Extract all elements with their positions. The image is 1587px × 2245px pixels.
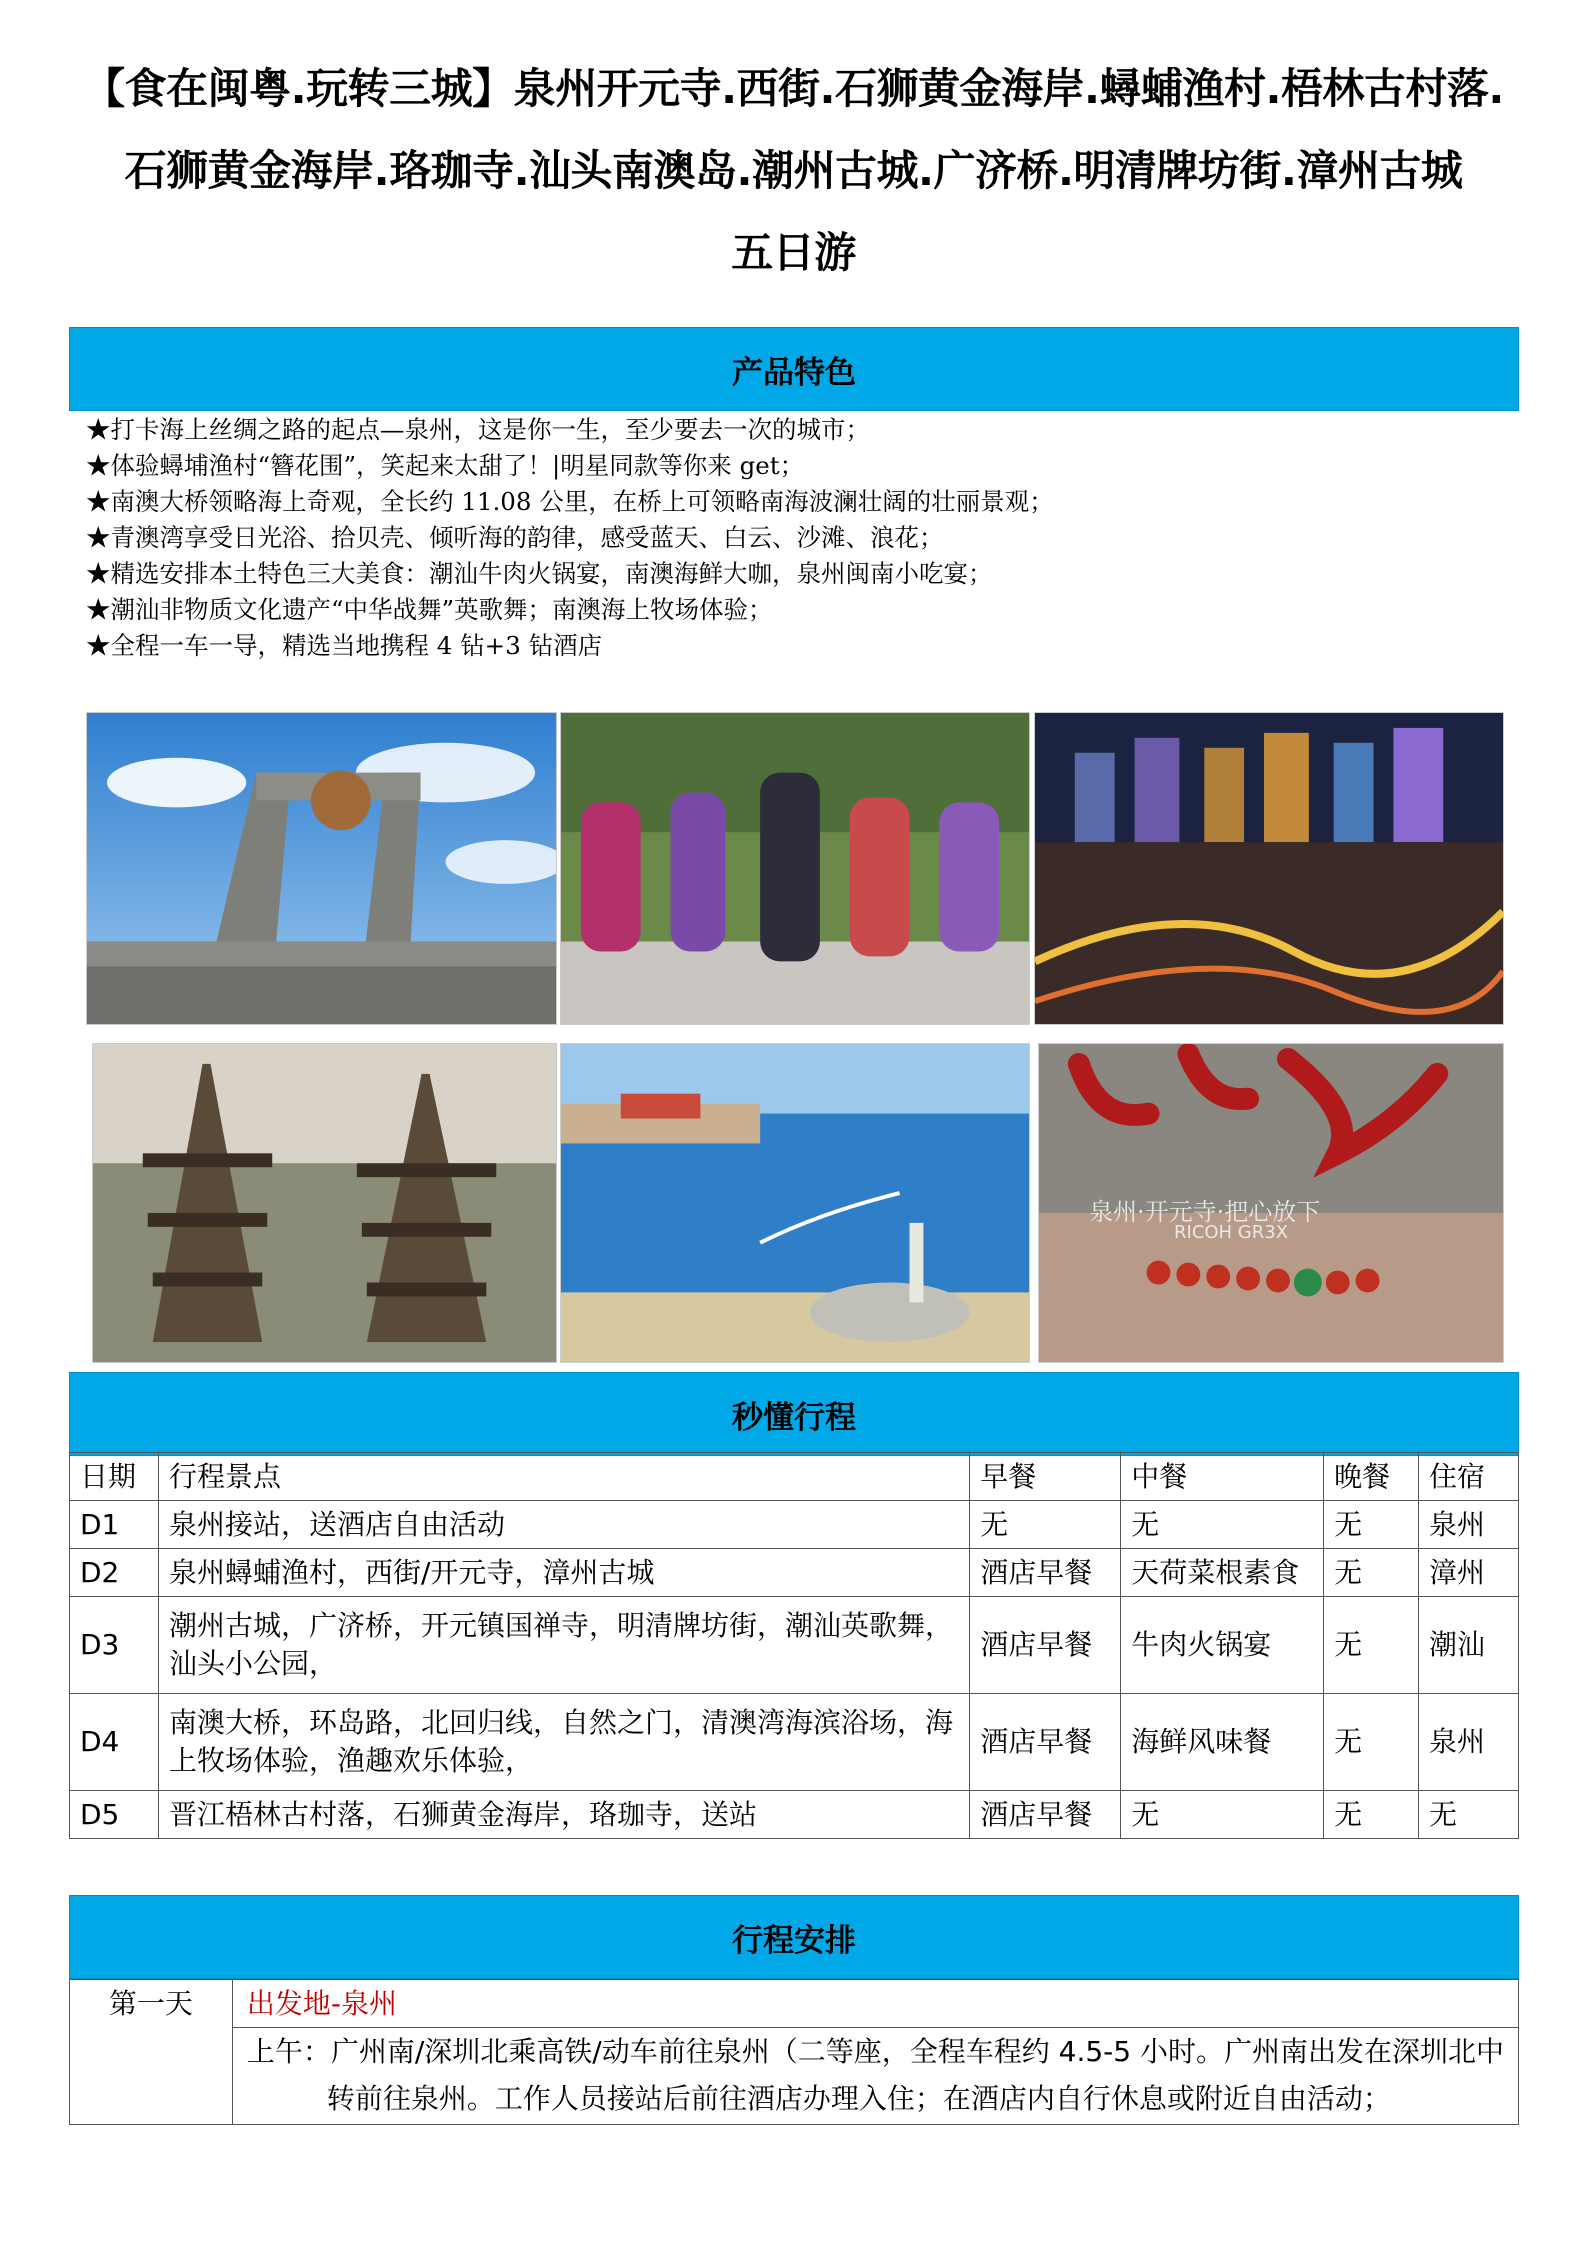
features-header: 产品特色 xyxy=(69,327,1519,411)
title-line-2: 石狮黄金海岸.珞珈寺.汕头南澳岛.潮州古城.广济桥.明清牌坊街.漳州古城 xyxy=(124,146,1463,195)
lodging-cell: 潮汕 xyxy=(1419,1597,1519,1694)
column-header: 中餐 xyxy=(1121,1453,1324,1501)
attractions-cell: 晋江梧林古村落，石狮黄金海岸，珞珈寺，送站 xyxy=(158,1791,969,1839)
column-header: 住宿 xyxy=(1419,1453,1519,1501)
table-header-row xyxy=(70,1453,1519,1501)
features-list xyxy=(86,412,1516,664)
schedule-row xyxy=(70,1980,1519,2028)
photo-caption-camera: RICOH GR3X xyxy=(1174,1222,1289,1243)
breakfast-cell: 无 xyxy=(970,1501,1121,1549)
page-title xyxy=(40,48,1547,294)
title-line-3: 五日游 xyxy=(731,228,856,277)
photo-heart-bracelet xyxy=(1038,1043,1504,1363)
breakfast-cell: 酒店早餐 xyxy=(970,1791,1121,1839)
day-label: 第一天 xyxy=(70,1980,233,2125)
feature-item: ★潮汕非物质文化遗产“中华战舞”英歌舞；南澳海上牧场体验； xyxy=(86,595,773,624)
feature-item: ★青澳湾享受日光浴、拾贝壳、倾听海的韵律，感受蓝天、白云、沙滩、浪花； xyxy=(86,523,944,552)
dinner-cell: 无 xyxy=(1324,1501,1419,1549)
table-row xyxy=(70,1549,1519,1597)
photo-yingge-dance xyxy=(560,712,1030,1025)
lodging-cell: 泉州 xyxy=(1419,1694,1519,1791)
attractions-cell: 南澳大桥，环岛路，北回归线，自然之门，清澳湾海滨浴场，海上牧场体验，渔趣欢乐体验， xyxy=(158,1694,969,1791)
attractions-cell: 泉州接站，送酒店自由活动 xyxy=(158,1501,969,1549)
overview-header: 秒懂行程 xyxy=(69,1372,1519,1456)
feature-item: ★全程一车一导，精选当地携程 4 钻+3 钻酒店 xyxy=(86,631,603,660)
lunch-cell: 海鲜风味餐 xyxy=(1121,1694,1324,1791)
photo-caption: 泉州·开元寺·把心放下 xyxy=(1089,1198,1321,1226)
day-cell: D4 xyxy=(70,1694,159,1791)
table-row xyxy=(70,1694,1519,1791)
day-cell: D2 xyxy=(70,1549,159,1597)
itinerary-table xyxy=(69,1452,1519,1839)
table-row xyxy=(70,1501,1519,1549)
photo-pagodas xyxy=(92,1043,557,1363)
schedule-table xyxy=(69,1979,1519,2125)
morning-description xyxy=(232,2028,1518,2125)
title-line-1: 【食在闽粤.玩转三城】泉州开元寺.西街.石狮黄金海岸.蟳蜅渔村.梧林古村落. xyxy=(83,64,1504,113)
dinner-cell: 无 xyxy=(1324,1694,1419,1791)
lunch-cell: 无 xyxy=(1121,1791,1324,1839)
table-row xyxy=(70,1597,1519,1694)
lunch-cell: 牛肉火锅宴 xyxy=(1121,1597,1324,1694)
photo-island-coast xyxy=(560,1043,1030,1363)
attractions-cell: 泉州蟳蜅渔村，西街/开元寺，漳州古城 xyxy=(158,1549,969,1597)
feature-item: ★精选安排本土特色三大美食：潮汕牛肉火锅宴，南澳海鲜大咖，泉州闽南小吃宴； xyxy=(86,559,993,588)
morning-line: 上午：广州南/深圳北乘高铁/动车前往泉州（二等座，全程车程约 4.5-5 小时。广州南出发在深圳北中 xyxy=(246,2035,1504,2068)
dinner-cell: 无 xyxy=(1324,1791,1419,1839)
day-cell: D3 xyxy=(70,1597,159,1694)
feature-item: ★打卡海上丝绸之路的起点—泉州，这是你一生，至少要去一次的城市； xyxy=(86,415,870,444)
feature-item: ★南澳大桥领略海上奇观，全长约 11.08 公里，在桥上可领略南海波澜壮阔的壮丽景观； xyxy=(86,487,1054,516)
route-title: 出发地-泉州 xyxy=(232,1980,1518,2028)
schedule-header: 行程安排 xyxy=(69,1895,1519,1979)
feature-item: ★体验蟳埔渔村“簪花围”，笑起来太甜了！|明星同款等你来 get； xyxy=(86,451,805,480)
lunch-cell: 天荷菜根素食 xyxy=(1121,1549,1324,1597)
lodging-cell: 泉州 xyxy=(1419,1501,1519,1549)
lodging-cell: 无 xyxy=(1419,1791,1519,1839)
column-header: 早餐 xyxy=(970,1453,1121,1501)
breakfast-cell: 酒店早餐 xyxy=(970,1694,1121,1791)
dinner-cell: 无 xyxy=(1324,1549,1419,1597)
column-header: 日期 xyxy=(70,1453,159,1501)
lunch-cell: 无 xyxy=(1121,1501,1324,1549)
photo-monument xyxy=(86,712,557,1025)
lodging-cell: 漳州 xyxy=(1419,1549,1519,1597)
morning-line: 转前往泉州。工作人员接站后前往酒店办理入住；在酒店内自行休息或附近自由活动； xyxy=(326,2082,1391,2115)
dinner-cell: 无 xyxy=(1324,1597,1419,1694)
schedule-row xyxy=(70,2028,1519,2125)
column-header: 行程景点 xyxy=(158,1453,969,1501)
breakfast-cell: 酒店早餐 xyxy=(970,1549,1121,1597)
day-cell: D1 xyxy=(70,1501,159,1549)
attractions-cell: 潮州古城，广济桥，开元镇国禅寺，明清牌坊街，潮汕英歌舞，汕头小公园， xyxy=(158,1597,969,1694)
breakfast-cell: 酒店早餐 xyxy=(970,1597,1121,1694)
table-row xyxy=(70,1791,1519,1839)
photo-night-city xyxy=(1034,712,1504,1025)
day-cell: D5 xyxy=(70,1791,159,1839)
column-header: 晚餐 xyxy=(1324,1453,1419,1501)
